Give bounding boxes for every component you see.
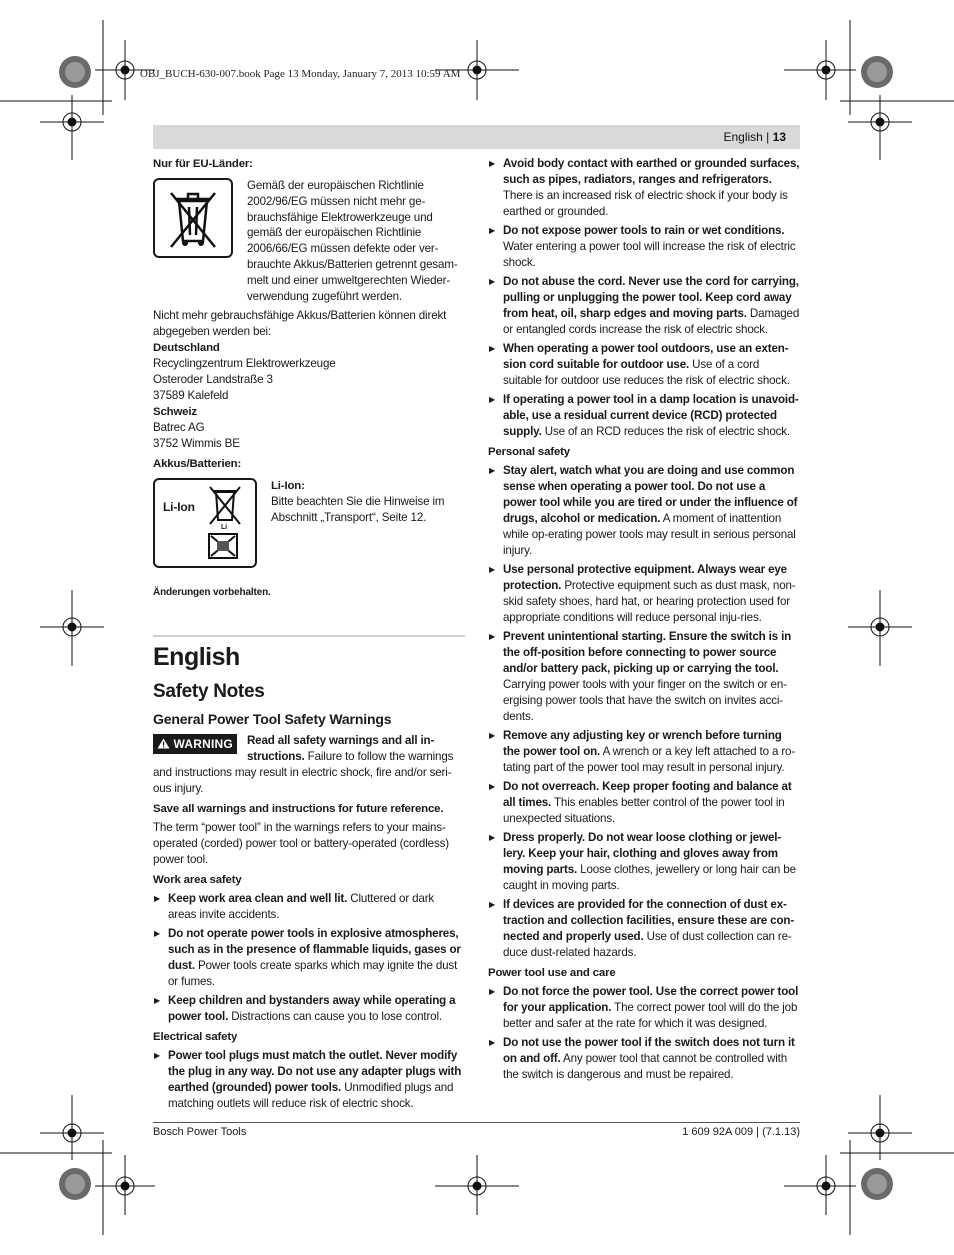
warning-text: Failure to follow the warnings and instructions may result in electric shock, fire and/or seri-ous injury. [153,750,454,796]
list-item: ▶ Use personal protective equipment. Always wear eye protection. Protective equipment such as dust mask, non-skid safety shoes, hard hat, or hearing protection used for appropriate conditions will reduce personal inju-ries. [488,562,800,626]
save-all-instructions: Save all warnings and instructions for future reference. [153,803,444,816]
section-divider [153,635,465,637]
header-page-number: 13 [772,130,786,144]
list-item: ▶ If operating a power tool in a damp location is unavoid-able, use a residual current device (RCD) protected supply. Use of an RCD reduces the risk of electric shock. [488,392,800,440]
footer-right: 1 609 92A 009 | (7.1.13) [682,1126,800,1138]
list-item: ▶ Do not abuse the cord. Never use the cord for carrying, pulling or unplugging the power tool. Keep cord away from heat, oil, sharp edges and moving parts. Damaged or entangled cords increase the risk of electric shock. [488,274,800,338]
list-item: ▶ When operating a power tool outdoors, use an exten-sion cord suitable for outdoor use. Use of a cord suitable for outdoor use reduces the risk of electric shock. [488,341,800,389]
list-item: ▶ Keep work area clean and well lit. Cluttered or dark areas invite accidents. [153,891,465,923]
address-line: Osteroder Landstraße 3 [153,373,273,387]
list-item: ▶ Keep children and bystanders away while operating a power tool. Distractions can cause you to lose control. [153,993,465,1025]
left-column [153,156,465,1112]
right-column [488,156,800,1083]
title-safety-notes: Safety Notes [153,681,265,703]
list-item: ▶ Do not force the power tool. Use the correct power tool for your application. The correct power tool will do the job better and safer at the rate for which it was designed. [488,984,800,1032]
list-item: ▶ If devices are provided for the connection of dust ex-traction and collection facilities, ensure these are con-nected and properly used. Use of dust collection can re-duce dust-related hazards. [488,897,800,961]
address-line: 37589 Kalefeld [153,389,229,403]
list-item: ▶ Stay alert, watch what you are doing and use common sense when operating a power tool. Do not use a power tool while you are tired or under the influence of drugs, alcohol or medication. A moment of inattention while op-erating power tools may result in serious personal injury. [488,463,800,559]
list-item: ▶ Avoid body contact with earthed or grounded surfaces, such as pipes, radiators, ranges and refrigerators. There is an increased risk of electric shock if your body is earthed or grounded. [488,156,800,220]
country-deutschland: Deutschland [153,342,220,355]
address-line: Batrec AG [153,421,205,435]
electrical-title: Electrical safety [153,1031,238,1044]
li-small-label: Li [221,524,227,532]
list-item: ▶ Prevent unintentional starting. Ensure the switch is in the off-position before connecting to power source and/or battery pack, picking up or carrying the tool. Carrying power tools with your finger on the switch or en-ergising power tools that have the switch on invites acci-dents. [488,629,800,725]
list-item: ▶ Do not use the power tool if the switch does not turn it on and off. Any power tool that cannot be controlled with the switch is dangerous and must be repaired. [488,1035,800,1083]
power-tool-term: The term “power tool” in the warnings refers to your mains-operated (corded) power tool or battery-operated (cordless) power tool. [153,821,449,867]
li-ion-battery-icon [153,478,257,568]
list-item: ▶ Do not operate power tools in explosive atmospheres, such as in the presence of flammable liquids, gases or dust. Power tools create sparks which may ignite the dust or fumes. [153,926,465,990]
list-item: ▶ Remove any adjusting key or wrench before turning the power tool on. A wrench or a key left attached to a ro-tating part of the power tool may result in personal injury. [488,728,800,776]
li-ion-text: Bitte beachten Sie die Hinweise im Abschnitt „Transport“, Seite 12. [271,495,445,525]
country-schweiz: Schweiz [153,406,197,419]
address-line: 3752 Wimmis BE [153,437,240,451]
title-general-warnings: General Power Tool Safety Warnings [153,711,392,728]
akkus-label: Akkus/Batterien: [153,458,242,471]
list-item: ▶ Do not overreach. Keep proper footing and balance at all times. This enables better control of the power tool in unexpected situations. [488,779,800,827]
warning-label: WARNING [173,737,233,752]
warning-bold: Read all safety warnings and all in-structions. [246,734,435,764]
warning-triangle-icon [157,738,170,749]
address-line: Recyclingzentrum Elektrowerkzeuge [153,357,336,371]
footer-left: Bosch Power Tools [153,1126,247,1138]
print-info: OBJ_BUCH-630-007.book Page 13 Monday, January 7, 2013 10:59 AM [140,68,461,80]
list-item: ▶ Power tool plugs must match the outlet. Never modify the plug in any way. Do not use any adapter plugs with earthed (grounded) power tools. Unmodified plugs and matching outlets will reduce risk of electric shock. [153,1048,465,1112]
work-area-title: Work area safety [153,874,242,887]
personal-safety-title: Personal safety [488,446,570,458]
eu-label: Nur für EU-Länder: [153,158,253,170]
header-language: English [723,130,763,144]
use-care-title: Power tool use and care [488,967,616,979]
footer-divider [153,1122,800,1123]
return-text: Nicht mehr gebrauchsfähige Akkus/Batterien können direkt abgegeben werden bei: [153,309,447,339]
eu-text: Gemäß der europäischen Richtlinie 2002/96/EG müssen nicht mehr ge-brauchsfähige Elektrowerkzeuge und gemäß der europäischen Richtlinie 2006/66/EG müssen defekte oder ver-brauchte Akkus/Batterien getrennt gesam-melt und einer umweltgerechten Wieder-verwendung zugeführt werden. [247,179,458,303]
title-english: English [153,643,240,672]
warning-badge [153,734,237,754]
changes-note: Änderungen vorbehalten. [153,587,271,599]
list-item: ▶ Do not expose power tools to rain or wet conditions. Water entering a power tool will increase the risk of electric shock. [488,223,800,271]
page-header: English | 13 [153,125,800,149]
li-ion-label: Li-Ion: [271,480,305,493]
li-ion-icon-text: Li-Ion [163,500,195,515]
weee-bin-icon [153,178,233,258]
list-item: ▶ Dress properly. Do not wear loose clothing or jewel-lery. Keep your hair, clothing and gloves away from moving parts. Loose clothes, jewellery or long hair can be caught in moving parts. [488,830,800,894]
